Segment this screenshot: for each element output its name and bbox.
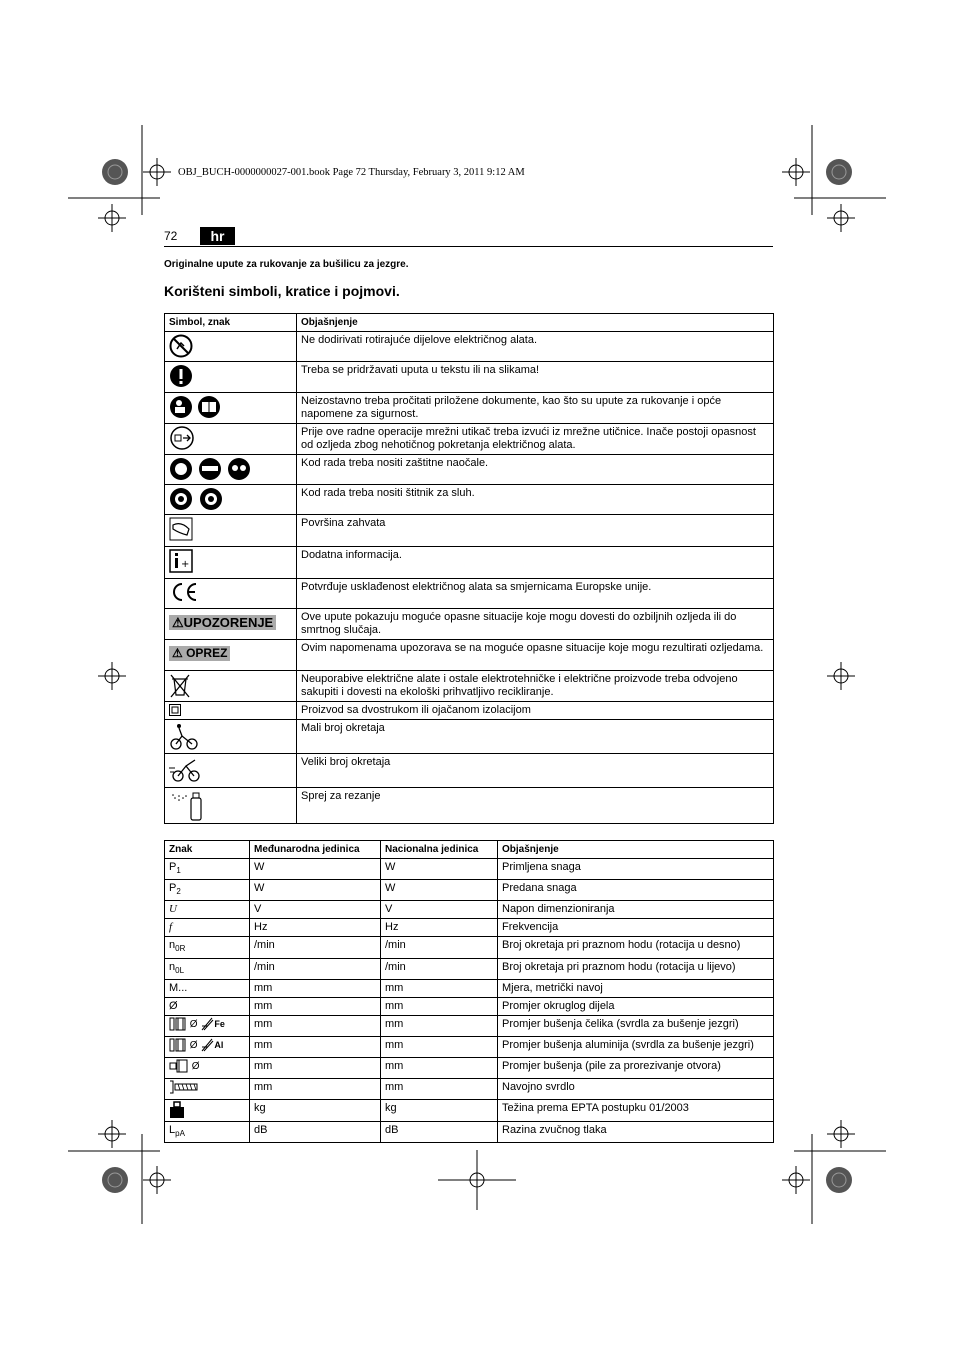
table-row (165, 579, 774, 609)
intl-unit: /min (250, 937, 381, 958)
table-row (165, 1015, 774, 1036)
weight-icon (169, 1101, 185, 1119)
unit-sign: Ø Fe (165, 1015, 250, 1036)
unit-description: Težina prema EPTA postupku 01/2003 (498, 1099, 774, 1121)
no-touch-rotating-icon (169, 334, 193, 358)
intl-unit: /min (250, 958, 381, 979)
column-header: Znak (165, 841, 250, 859)
national-unit: W (381, 880, 498, 901)
table-row (165, 424, 774, 455)
table-row (165, 1036, 774, 1057)
column-header: Simbol, znak (165, 314, 297, 332)
unit-description: Promjer bušenja aluminija (svrdla za bušenje jezgri) (498, 1036, 774, 1057)
table-row (165, 720, 774, 754)
table-row (165, 1078, 774, 1099)
national-unit: mm (381, 1057, 498, 1078)
unit-sign: $n_{0L}$ (165, 958, 250, 979)
table-row (165, 702, 774, 720)
safety-goggles-icon (169, 457, 251, 481)
symbol-description: Prije ove radne operacije mrežni utikač treba izvući iz mrežne utičnice. Inače postoji opasnost od ozljeda zbog nehotičnog pokretanja električnog alata. (297, 424, 774, 455)
print-header: OBJ_BUCH-0000000027-001.book Page 72 Thursday, February 3, 2011 9:12 AM (178, 167, 525, 178)
unit-sign: U (165, 901, 250, 919)
symbol-description: Veliki broj okretaja (297, 754, 774, 788)
unit-description: Primljena snaga (498, 859, 774, 880)
intl-unit: dB (250, 1121, 381, 1142)
grip-surface-icon (169, 517, 193, 541)
symbol-description: Treba se pridržavati uputa u tekstu ili na slikama! (297, 362, 774, 393)
twist-drill-icon (169, 1080, 199, 1094)
intl-unit: mm (250, 1015, 381, 1036)
table-row (165, 754, 774, 788)
table-row (165, 671, 774, 702)
ear-protection-icon (169, 487, 225, 511)
unit-description: Predana snaga (498, 880, 774, 901)
symbol-description: Površina zahvata (297, 515, 774, 547)
unit-sign: Ø Al (165, 1036, 250, 1057)
unit-sign: $P_1$ (165, 859, 250, 880)
exclamation-icon (169, 364, 193, 388)
national-unit: dB (381, 1121, 498, 1142)
national-unit: mm (381, 979, 498, 997)
table-row (165, 979, 774, 997)
unit-description: Promjer bušenja čelika (svrdla za bušenje jezgri) (498, 1015, 774, 1036)
unit-sign: Ø (165, 997, 250, 1015)
unit-sign: f (165, 919, 250, 937)
table-row (165, 362, 774, 393)
spray-can-icon (169, 790, 209, 822)
national-unit: mm (381, 1015, 498, 1036)
table-row (165, 859, 774, 880)
intl-unit: Hz (250, 919, 381, 937)
unit-description: Mjera, metrički navoj (498, 979, 774, 997)
units-table (164, 840, 774, 1143)
table-row (165, 393, 774, 424)
table-row (165, 609, 774, 640)
hole-saw-icon (169, 1059, 189, 1073)
column-header: Međunarodna jedinica (250, 841, 381, 859)
symbol-description: Sprej za rezanje (297, 788, 774, 824)
intl-unit: W (250, 880, 381, 901)
national-unit: V (381, 901, 498, 919)
weee-bin-icon (169, 673, 191, 699)
read-manual-icon (169, 395, 221, 419)
unit-sign (165, 1099, 250, 1121)
svg-text:+: + (181, 559, 190, 570)
unit-sign: $n_{0R}$ (165, 937, 250, 958)
double-insulation-icon (169, 704, 181, 716)
table-row (165, 919, 774, 937)
table-row (165, 640, 774, 671)
intl-unit: mm (250, 997, 381, 1015)
section-title: Korišteni simboli, kratice i pojmovi. (164, 283, 400, 299)
core-drill-aluminium-icon (169, 1038, 187, 1052)
column-header: Objašnjenje (297, 314, 774, 332)
symbol-description: Kod rada treba nositi zaštitne naočale. (297, 455, 774, 485)
national-unit: /min (381, 958, 498, 979)
symbol-description: Dodatna informacija. (297, 547, 774, 579)
national-unit: /min (381, 937, 498, 958)
table-row (165, 455, 774, 485)
unit-sign: $P_2$ (165, 880, 250, 901)
symbols-table (164, 313, 774, 824)
core-drill-steel-icon (169, 1017, 187, 1031)
national-unit: mm (381, 997, 498, 1015)
symbol-description: Kod rada treba nositi štitnik za sluh. (297, 485, 774, 515)
table-row (165, 1057, 774, 1078)
table-row (165, 1099, 774, 1121)
table-row (165, 547, 774, 579)
intl-unit: kg (250, 1099, 381, 1121)
column-header: Nacionalna jedinica (381, 841, 498, 859)
fast-bike-icon (169, 756, 203, 784)
table-row (165, 997, 774, 1015)
table-row (165, 901, 774, 919)
unplug-icon (169, 426, 195, 450)
unit-description: Napon dimenzioniranja (498, 901, 774, 919)
unit-description: Promjer okruglog dijela (498, 997, 774, 1015)
slow-bike-icon (169, 722, 199, 752)
unit-sign (165, 1078, 250, 1099)
table-row (165, 515, 774, 547)
table-row (165, 958, 774, 979)
national-unit: mm (381, 1078, 498, 1099)
table-row (165, 485, 774, 515)
national-unit: W (381, 859, 498, 880)
intl-unit: mm (250, 1036, 381, 1057)
intl-unit: mm (250, 979, 381, 997)
table-row (165, 937, 774, 958)
table-header-row (165, 841, 774, 859)
unit-description: Promjer bušenja (pile za prorezivanje otvora) (498, 1057, 774, 1078)
page-number: 72 (164, 229, 178, 243)
document-subtitle: Originalne upute za rukovanje za bušilicu za jezgre. (164, 259, 409, 270)
symbol-description: Ovim napomenama upozorava se na moguće opasne situacije koje mogu rezultirati ozljedama. (297, 640, 774, 671)
unit-description: Broj okretaja pri praznom hodu (rotacija u desno) (498, 937, 774, 958)
drill-bit-icon (200, 1038, 214, 1052)
table-row (165, 788, 774, 824)
unit-sign: $L_{pA}$ (165, 1121, 250, 1142)
symbol-description: Neuporabive električne alate i ostale elektrotehničke i električne proizvode treba odvojeno sakupiti i dovesti na ekološki prihvatljivo recikliranje. (297, 671, 774, 702)
intl-unit: mm (250, 1057, 381, 1078)
table-row (165, 880, 774, 901)
table-row (165, 332, 774, 362)
intl-unit: V (250, 901, 381, 919)
caution-sign: ⚠ OPREZ (169, 646, 230, 661)
national-unit: kg (381, 1099, 498, 1121)
table-header-row (165, 314, 774, 332)
intl-unit: W (250, 859, 381, 880)
national-unit: Hz (381, 919, 498, 937)
language-badge: hr (200, 227, 235, 245)
info-icon (169, 549, 193, 573)
symbol-description: Potvrđuje usklađenost električnog alata sa smjernicama Europske unije. (297, 579, 774, 609)
unit-description: Broj okretaja pri praznom hodu (rotacija u lijevo) (498, 958, 774, 979)
symbol-description: Ne dodirivati rotirajuće dijelove električnog alata. (297, 332, 774, 362)
unit-sign: M... (165, 979, 250, 997)
warning-sign: ⚠UPOZORENJE (169, 615, 276, 630)
national-unit: mm (381, 1036, 498, 1057)
symbol-description: Proizvod sa dvostrukom ili ojačanom izolacijom (297, 702, 774, 720)
table-row (165, 1121, 774, 1142)
header-divider (164, 246, 773, 247)
column-header: Objašnjenje (498, 841, 774, 859)
drill-bit-icon (200, 1017, 214, 1031)
symbol-description: Mali broj okretaja (297, 720, 774, 754)
unit-sign: Ø (165, 1057, 250, 1078)
symbol-description: Ove upute pokazuju moguće opasne situacije koje mogu dovesti do ozbiljnih ozljeda ili do smrtnog slučaja. (297, 609, 774, 640)
ce-mark-icon (169, 581, 199, 603)
unit-description: Navojno svrdlo (498, 1078, 774, 1099)
unit-description: Frekvencija (498, 919, 774, 937)
intl-unit: mm (250, 1078, 381, 1099)
unit-description: Razina zvučnog tlaka (498, 1121, 774, 1142)
symbol-description: Neizostavno treba pročitati priložene dokumente, kao što su upute za rukovanje i opće napomene za sigurnost. (297, 393, 774, 424)
